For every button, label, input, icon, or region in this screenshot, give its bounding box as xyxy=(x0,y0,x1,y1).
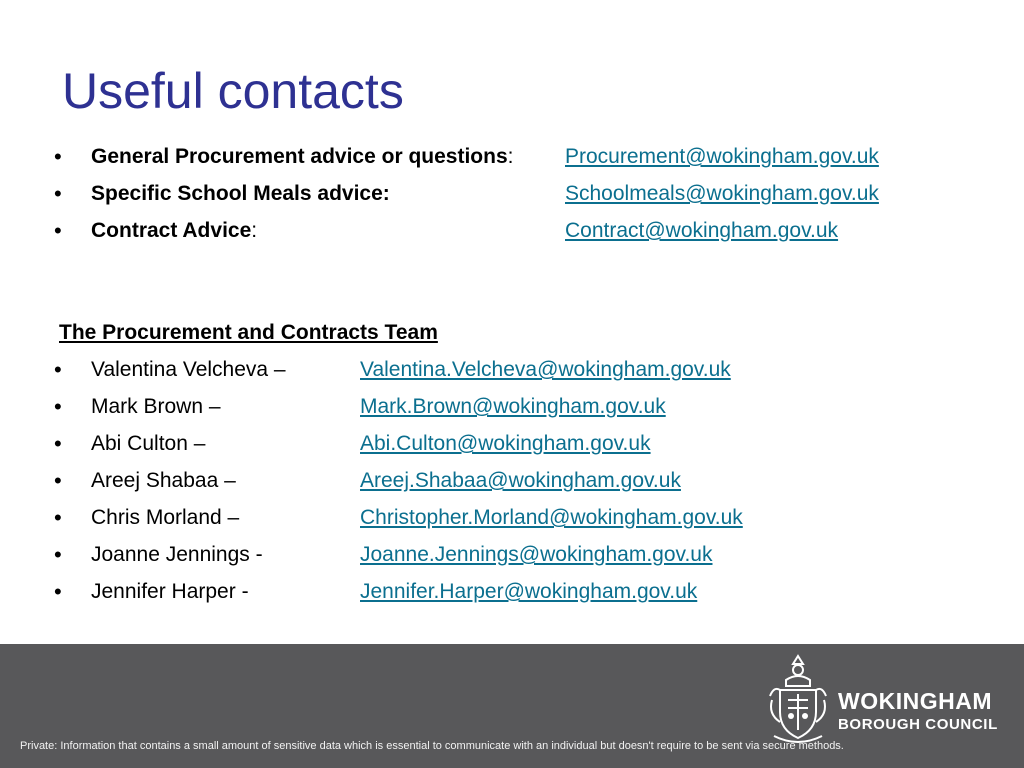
member-email-link[interactable]: Christopher.Morland@wokingham.gov.uk xyxy=(360,506,743,529)
list-item xyxy=(54,466,994,503)
member-email-link[interactable]: Joanne.Jennings@wokingham.gov.uk xyxy=(360,543,713,566)
bullet: • xyxy=(54,579,62,604)
list-item xyxy=(54,179,994,216)
privacy-note: Private: Information that contains a small amount of sensitive data which is essential to communicate with an individual but doesn't require to be sent via secure methods. xyxy=(20,740,844,752)
bullet: • xyxy=(54,542,62,567)
member-name: Areej Shabaa – xyxy=(91,469,236,492)
member-name: Abi Culton – xyxy=(91,432,206,455)
email-link-procurement[interactable]: Procurement@wokingham.gov.uk xyxy=(565,145,879,168)
list-item xyxy=(54,355,994,392)
member-name: Jennifer Harper - xyxy=(91,580,249,603)
team-heading: The Procurement and Contracts Team xyxy=(59,321,438,344)
contact-label xyxy=(91,179,390,209)
logo-line-2: BOROUGH COUNCIL xyxy=(838,716,998,733)
bullet: • xyxy=(54,505,62,530)
team-members-list xyxy=(54,355,994,614)
contact-label xyxy=(91,142,513,172)
bullet: • xyxy=(54,144,62,169)
contact-label-bold: General Procurement advice or questions xyxy=(91,145,508,168)
list-item xyxy=(54,429,994,466)
list-item xyxy=(54,142,994,179)
bullet: • xyxy=(54,181,62,206)
bullet: • xyxy=(54,357,62,382)
contact-label-rest: : xyxy=(507,145,514,168)
member-name: Valentina Velcheva – xyxy=(91,358,286,381)
member-email-link[interactable]: Areej.Shabaa@wokingham.gov.uk xyxy=(360,469,681,492)
email-link-contract[interactable]: Contract@wokingham.gov.uk xyxy=(565,219,839,242)
bullet: • xyxy=(54,394,62,419)
member-email-link[interactable]: Abi.Culton@wokingham.gov.uk xyxy=(360,432,651,455)
contact-label-rest: : xyxy=(251,219,258,242)
member-name: Mark Brown – xyxy=(91,395,221,418)
council-logo xyxy=(838,688,998,736)
list-item xyxy=(54,216,994,253)
member-email-link[interactable]: Mark.Brown@wokingham.gov.uk xyxy=(360,395,666,418)
member-name: Chris Morland – xyxy=(91,506,240,529)
bullet: • xyxy=(54,431,62,456)
bullet: • xyxy=(54,218,62,243)
page-title: Useful contacts xyxy=(62,63,404,119)
logo-line-1: WOKINGHAM xyxy=(838,688,992,714)
contact-label xyxy=(91,216,257,246)
bullet: • xyxy=(54,468,62,493)
list-item xyxy=(54,503,994,540)
list-item xyxy=(54,392,994,429)
email-link-schoolmeals[interactable]: Schoolmeals@wokingham.gov.uk xyxy=(565,182,879,205)
general-contacts-list xyxy=(54,142,994,253)
list-item xyxy=(54,540,994,577)
crest-icon xyxy=(764,650,832,750)
contact-label-bold: Contract Advice xyxy=(91,219,252,242)
member-name: Joanne Jennings - xyxy=(91,543,263,566)
member-email-link[interactable]: Jennifer.Harper@wokingham.gov.uk xyxy=(360,580,698,603)
footer-bar xyxy=(0,644,1024,768)
member-email-link[interactable]: Valentina.Velcheva@wokingham.gov.uk xyxy=(360,358,731,381)
contact-label-bold: Specific School Meals advice: xyxy=(91,182,390,205)
list-item xyxy=(54,577,994,614)
